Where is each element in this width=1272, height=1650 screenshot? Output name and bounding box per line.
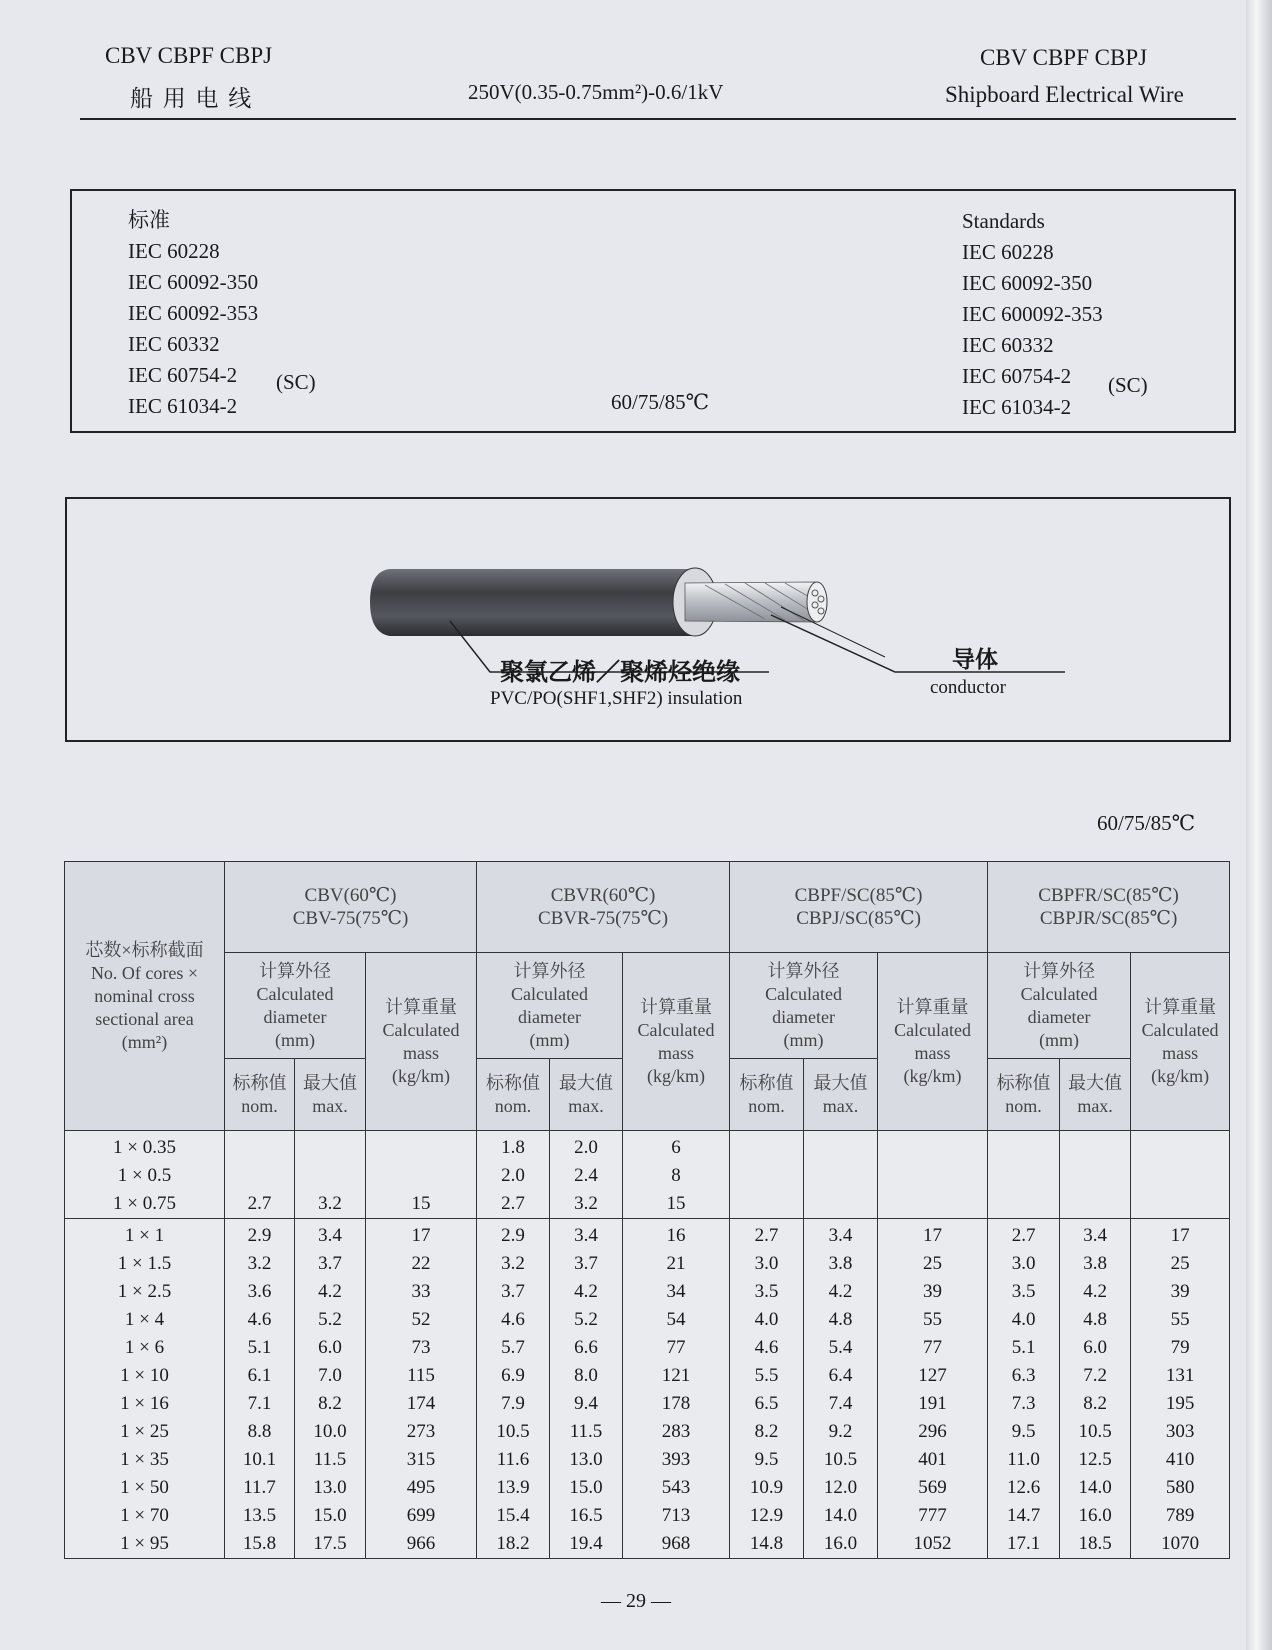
table-cell: 3.8 <box>804 1250 878 1278</box>
table-cell: 3.8 <box>1060 1250 1131 1278</box>
row-size-cell: 1 × 1 <box>65 1219 225 1251</box>
standards-left-heading: 标准 <box>128 208 170 232</box>
table-cell <box>804 1162 878 1190</box>
table-cell: 16.5 <box>550 1502 623 1530</box>
table-cell: 3.7 <box>295 1250 366 1278</box>
table-cell <box>295 1131 366 1163</box>
table-cell: 1052 <box>878 1530 988 1559</box>
max-header: 最大值 max. <box>550 1059 623 1131</box>
table-cell: 25 <box>1131 1250 1230 1278</box>
table-cell: 10.5 <box>477 1418 550 1446</box>
table-cell: 303 <box>1131 1418 1230 1446</box>
table-cell: 7.3 <box>988 1390 1060 1418</box>
table-cell <box>1131 1162 1230 1190</box>
standard-item: IEC 60332 <box>962 333 1054 357</box>
table-cell: 4.2 <box>1060 1278 1131 1306</box>
table-cell <box>988 1131 1060 1163</box>
table-cell <box>1131 1131 1230 1163</box>
row-size-cell: 1 × 0.5 <box>65 1162 225 1190</box>
row-size-cell: 1 × 70 <box>65 1502 225 1530</box>
table-cell: 6.4 <box>804 1362 878 1390</box>
table-cell <box>1060 1190 1131 1219</box>
table-cell: 131 <box>1131 1362 1230 1390</box>
table-cell: 52 <box>366 1306 477 1334</box>
table-cell: 8.2 <box>730 1418 804 1446</box>
table-cell: 6.6 <box>550 1334 623 1362</box>
table-row <box>65 1131 1230 1163</box>
spec-table <box>64 861 1230 1559</box>
table-cell <box>295 1162 366 1190</box>
table-cell: 5.1 <box>988 1334 1060 1362</box>
standards-right-sc: (SC) <box>1108 373 1148 397</box>
table-cell: 393 <box>623 1446 730 1474</box>
table-cell: 15 <box>623 1190 730 1219</box>
table-cell <box>804 1131 878 1163</box>
table-cell <box>878 1162 988 1190</box>
table-cell: 127 <box>878 1362 988 1390</box>
table-cell: 6.3 <box>988 1362 1060 1390</box>
table-row <box>65 1362 1230 1390</box>
table-cell: 6.1 <box>225 1362 295 1390</box>
table-cell <box>1060 1131 1131 1163</box>
mass-header: 计算重量 Calculated mass (kg/km) <box>1131 953 1230 1131</box>
table-cell: 713 <box>623 1502 730 1530</box>
table-cell: 21 <box>623 1250 730 1278</box>
table-cell: 3.5 <box>730 1278 804 1306</box>
table-cell: 15 <box>366 1190 477 1219</box>
table-cell <box>878 1190 988 1219</box>
table-cell: 7.9 <box>477 1390 550 1418</box>
table-cell: 10.5 <box>804 1446 878 1474</box>
table-row <box>65 1162 1230 1190</box>
table-cell: 8.2 <box>1060 1390 1131 1418</box>
table-cell: 15.4 <box>477 1502 550 1530</box>
table-cell: 18.2 <box>477 1530 550 1559</box>
table-cell <box>988 1190 1060 1219</box>
table-cell: 4.2 <box>804 1278 878 1306</box>
table-cell: 77 <box>623 1334 730 1362</box>
table-cell: 5.4 <box>804 1334 878 1362</box>
table-cell: 11.6 <box>477 1446 550 1474</box>
row-size-cell: 1 × 95 <box>65 1530 225 1559</box>
mass-header: 计算重量 Calculated mass (kg/km) <box>623 953 730 1131</box>
table-cell: 15.0 <box>550 1474 623 1502</box>
table-cell: 1.8 <box>477 1131 550 1163</box>
table-cell: 11.5 <box>550 1418 623 1446</box>
table-row <box>65 1219 1230 1251</box>
table-row <box>65 1418 1230 1446</box>
table-cell: 3.2 <box>295 1190 366 1219</box>
table-cell: 15.0 <box>295 1502 366 1530</box>
mass-header: 计算重量 Calculated mass (kg/km) <box>366 953 477 1131</box>
mass-header: 计算重量 Calculated mass (kg/km) <box>878 953 988 1131</box>
table-cell: 4.2 <box>295 1278 366 1306</box>
table-cell <box>730 1131 804 1163</box>
max-header: 最大值 max. <box>1060 1059 1131 1131</box>
page-edge <box>1246 0 1272 1650</box>
table-cell <box>366 1131 477 1163</box>
table-cell: 34 <box>623 1278 730 1306</box>
table-cell: 2.7 <box>225 1190 295 1219</box>
diameter-header: 计算外径 Calculated diameter (mm) <box>730 953 878 1059</box>
nom-header: 标称值 nom. <box>477 1059 550 1131</box>
table-cell: 12.0 <box>804 1474 878 1502</box>
table-row <box>65 1390 1230 1418</box>
group-header: CBPFR/SC(85℃) CBPJR/SC(85℃) <box>988 862 1230 953</box>
table-cell: 315 <box>366 1446 477 1474</box>
insulation-label-cn: 聚氯乙烯／聚烯烃绝缘 <box>500 660 740 686</box>
header-cores-section: 芯数×标称截面 No. Of cores × nominal cross sectional area (mm²) <box>65 862 225 1131</box>
insulation-label-en: PVC/PO(SHF1,SHF2) insulation <box>490 688 743 709</box>
table-cell: 3.5 <box>988 1278 1060 1306</box>
table-cell: 2.7 <box>988 1219 1060 1251</box>
table-cell: 79 <box>1131 1334 1230 1362</box>
standard-item: IEC 60754-2 <box>962 364 1072 388</box>
row-size-cell: 1 × 1.5 <box>65 1250 225 1278</box>
table-cell: 6.0 <box>295 1334 366 1362</box>
standards-temp: 60/75/85℃ <box>611 390 710 414</box>
group-header: CBVR(60℃) CBVR-75(75℃) <box>477 862 730 953</box>
table-cell: 14.0 <box>804 1502 878 1530</box>
row-size-cell: 1 × 25 <box>65 1418 225 1446</box>
table-row <box>65 1446 1230 1474</box>
table-cell <box>1131 1190 1230 1219</box>
group-header: CBPF/SC(85℃) CBPJ/SC(85℃) <box>730 862 988 953</box>
table-cell: 966 <box>366 1530 477 1559</box>
table-cell: 3.2 <box>550 1190 623 1219</box>
table-row <box>65 1334 1230 1362</box>
table-cell: 3.6 <box>225 1278 295 1306</box>
table-cell: 2.4 <box>550 1162 623 1190</box>
table-cell <box>804 1190 878 1219</box>
table-cell: 4.6 <box>730 1334 804 1362</box>
table-cell: 16 <box>623 1219 730 1251</box>
table-cell: 55 <box>1131 1306 1230 1334</box>
table-cell: 580 <box>1131 1474 1230 1502</box>
table-cell: 4.0 <box>988 1306 1060 1334</box>
table-cell: 4.6 <box>477 1306 550 1334</box>
table-cell: 7.4 <box>804 1390 878 1418</box>
table-cell: 33 <box>366 1278 477 1306</box>
header-left-models: CBV CBPF CBPJ <box>105 43 273 68</box>
standard-item: IEC 60092-353 <box>128 301 259 325</box>
table-cell: 7.2 <box>1060 1362 1131 1390</box>
table-cell: 5.2 <box>295 1306 366 1334</box>
standards-right <box>962 206 1103 423</box>
table-cell: 10.0 <box>295 1418 366 1446</box>
table-cell: 3.7 <box>550 1250 623 1278</box>
table-cell: 16.0 <box>1060 1502 1131 1530</box>
table-row <box>65 1190 1230 1219</box>
table-cell: 5.2 <box>550 1306 623 1334</box>
conductor-label-cn: 导体 <box>952 647 998 672</box>
table-row <box>65 1306 1230 1334</box>
row-size-cell: 1 × 0.35 <box>65 1131 225 1163</box>
table-cell <box>225 1131 295 1163</box>
table-cell: 2.7 <box>730 1219 804 1251</box>
table-cell: 54 <box>623 1306 730 1334</box>
table-cell: 12.5 <box>1060 1446 1131 1474</box>
table-cell: 10.9 <box>730 1474 804 1502</box>
table-cell: 543 <box>623 1474 730 1502</box>
row-size-cell: 1 × 16 <box>65 1390 225 1418</box>
table-body-group1 <box>65 1131 1230 1219</box>
standard-item: IEC 60092-350 <box>962 271 1093 295</box>
table-cell: 2.9 <box>477 1219 550 1251</box>
standard-item: IEC 60228 <box>128 239 220 263</box>
page-number: — 29 — <box>601 1590 671 1612</box>
nom-header: 标称值 nom. <box>225 1059 295 1131</box>
table-cell: 5.1 <box>225 1334 295 1362</box>
table-cell: 13.0 <box>550 1446 623 1474</box>
diameter-header: 计算外径 Calculated diameter (mm) <box>477 953 623 1059</box>
table-cell: 4.8 <box>804 1306 878 1334</box>
diameter-header: 计算外径 Calculated diameter (mm) <box>988 953 1131 1059</box>
table-cell: 6.5 <box>730 1390 804 1418</box>
table-cell <box>988 1162 1060 1190</box>
max-header: 最大值 max. <box>804 1059 878 1131</box>
group-header: CBV(60℃) CBV-75(75℃) <box>225 862 477 953</box>
table-cell <box>225 1162 295 1190</box>
header-rule <box>80 118 1236 120</box>
table-cell: 8.0 <box>550 1362 623 1390</box>
table-cell: 191 <box>878 1390 988 1418</box>
conductor-label-en: conductor <box>930 677 1006 698</box>
table-cell: 495 <box>366 1474 477 1502</box>
row-size-cell: 1 × 10 <box>65 1362 225 1390</box>
table-cell: 174 <box>366 1390 477 1418</box>
table-cell: 2.0 <box>477 1162 550 1190</box>
table-cell: 14.0 <box>1060 1474 1131 1502</box>
table-cell: 178 <box>623 1390 730 1418</box>
table-cell: 13.9 <box>477 1474 550 1502</box>
table-cell: 789 <box>1131 1502 1230 1530</box>
table-cell: 12.6 <box>988 1474 1060 1502</box>
table-cell: 5.7 <box>477 1334 550 1362</box>
table-cell: 115 <box>366 1362 477 1390</box>
table-cell <box>730 1190 804 1219</box>
standard-item: IEC 60754-2 <box>128 363 238 387</box>
standards-right-heading: Standards <box>962 209 1045 233</box>
table-cell: 5.5 <box>730 1362 804 1390</box>
max-header: 最大值 max. <box>295 1059 366 1131</box>
table-cell: 22 <box>366 1250 477 1278</box>
table-cell: 569 <box>878 1474 988 1502</box>
table-cell: 2.9 <box>225 1219 295 1251</box>
table-cell: 55 <box>878 1306 988 1334</box>
table-cell: 73 <box>366 1334 477 1362</box>
table-cell: 195 <box>1131 1390 1230 1418</box>
table-cell <box>1060 1162 1131 1190</box>
table-cell: 25 <box>878 1250 988 1278</box>
table-cell: 2.0 <box>550 1131 623 1163</box>
table-row <box>65 1530 1230 1559</box>
table-cell <box>366 1162 477 1190</box>
table-cell <box>730 1162 804 1190</box>
table-cell: 1070 <box>1131 1530 1230 1559</box>
table-cell: 16.0 <box>804 1530 878 1559</box>
table-cell: 401 <box>878 1446 988 1474</box>
standards-left <box>128 205 258 422</box>
table-cell: 13.0 <box>295 1474 366 1502</box>
row-size-cell: 1 × 0.75 <box>65 1190 225 1219</box>
table-cell: 17 <box>366 1219 477 1251</box>
table-cell: 14.7 <box>988 1502 1060 1530</box>
standard-item: IEC 600092-353 <box>962 302 1103 326</box>
table-cell: 9.4 <box>550 1390 623 1418</box>
table-cell: 8.2 <box>295 1390 366 1418</box>
table-row <box>65 1250 1230 1278</box>
table-cell: 121 <box>623 1362 730 1390</box>
table-cell: 17.5 <box>295 1530 366 1559</box>
table-row <box>65 1502 1230 1530</box>
table-row <box>65 1278 1230 1306</box>
table-cell: 3.4 <box>295 1219 366 1251</box>
table-cell: 7.0 <box>295 1362 366 1390</box>
table-cell: 39 <box>1131 1278 1230 1306</box>
table-cell: 15.8 <box>225 1530 295 1559</box>
standard-item: IEC 61034-2 <box>128 394 238 418</box>
table-cell: 4.2 <box>550 1278 623 1306</box>
standard-item: IEC 60092-350 <box>128 270 259 294</box>
table-cell: 3.4 <box>804 1219 878 1251</box>
table-cell: 77 <box>878 1334 988 1362</box>
table-cell: 39 <box>878 1278 988 1306</box>
table-cell: 296 <box>878 1418 988 1446</box>
table-temp-rating: 60/75/85℃ <box>1097 811 1196 835</box>
standard-item: IEC 60228 <box>962 240 1054 264</box>
table-cell: 17 <box>1131 1219 1230 1251</box>
table-cell: 273 <box>366 1418 477 1446</box>
header-right-models: CBV CBPF CBPJ <box>980 45 1148 70</box>
table-cell: 3.0 <box>730 1250 804 1278</box>
table-cell: 4.6 <box>225 1306 295 1334</box>
table-cell: 4.8 <box>1060 1306 1131 1334</box>
table-cell: 3.2 <box>225 1250 295 1278</box>
table-cell: 19.4 <box>550 1530 623 1559</box>
table-cell: 699 <box>366 1502 477 1530</box>
table-cell: 8.8 <box>225 1418 295 1446</box>
table-cell: 968 <box>623 1530 730 1559</box>
table-cell: 14.8 <box>730 1530 804 1559</box>
table-cell: 11.5 <box>295 1446 366 1474</box>
nom-header: 标称值 nom. <box>730 1059 804 1131</box>
table-cell: 11.0 <box>988 1446 1060 1474</box>
row-size-cell: 1 × 4 <box>65 1306 225 1334</box>
standard-item: IEC 61034-2 <box>962 395 1072 419</box>
row-size-cell: 1 × 2.5 <box>65 1278 225 1306</box>
table-cell: 3.4 <box>1060 1219 1131 1251</box>
table-cell: 10.1 <box>225 1446 295 1474</box>
table-cell: 777 <box>878 1502 988 1530</box>
nom-header: 标称值 nom. <box>988 1059 1060 1131</box>
table-cell: 17.1 <box>988 1530 1060 1559</box>
row-size-cell: 1 × 35 <box>65 1446 225 1474</box>
table-row <box>65 1474 1230 1502</box>
table-cell: 3.0 <box>988 1250 1060 1278</box>
table-cell: 10.5 <box>1060 1418 1131 1446</box>
table-cell: 6.0 <box>1060 1334 1131 1362</box>
header-rating: 250V(0.35-0.75mm²)-0.6/1kV <box>468 80 724 104</box>
row-size-cell: 1 × 6 <box>65 1334 225 1362</box>
table-cell <box>878 1131 988 1163</box>
table-cell: 9.2 <box>804 1418 878 1446</box>
table-cell: 283 <box>623 1418 730 1446</box>
table-cell: 13.5 <box>225 1502 295 1530</box>
table-body-group2 <box>65 1219 1230 1559</box>
row-size-cell: 1 × 50 <box>65 1474 225 1502</box>
table-cell: 12.9 <box>730 1502 804 1530</box>
table-cell: 8 <box>623 1162 730 1190</box>
table-cell: 2.7 <box>477 1190 550 1219</box>
table-cell: 17 <box>878 1219 988 1251</box>
table-cell: 410 <box>1131 1446 1230 1474</box>
table-cell: 18.5 <box>1060 1530 1131 1559</box>
standards-left-sc: (SC) <box>276 370 316 394</box>
table-cell: 11.7 <box>225 1474 295 1502</box>
diameter-header: 计算外径 Calculated diameter (mm) <box>225 953 366 1059</box>
table-cell: 3.2 <box>477 1250 550 1278</box>
table-cell: 3.4 <box>550 1219 623 1251</box>
table-cell: 7.1 <box>225 1390 295 1418</box>
table-cell: 4.0 <box>730 1306 804 1334</box>
header-right-title: Shipboard Electrical Wire <box>945 82 1184 107</box>
table-cell: 3.7 <box>477 1278 550 1306</box>
table-cell: 6 <box>623 1131 730 1163</box>
table-cell: 6.9 <box>477 1362 550 1390</box>
table-cell: 9.5 <box>988 1418 1060 1446</box>
standard-item: IEC 60332 <box>128 332 220 356</box>
table-cell: 9.5 <box>730 1446 804 1474</box>
header-left-title: 船 用 电 线 <box>130 86 254 111</box>
